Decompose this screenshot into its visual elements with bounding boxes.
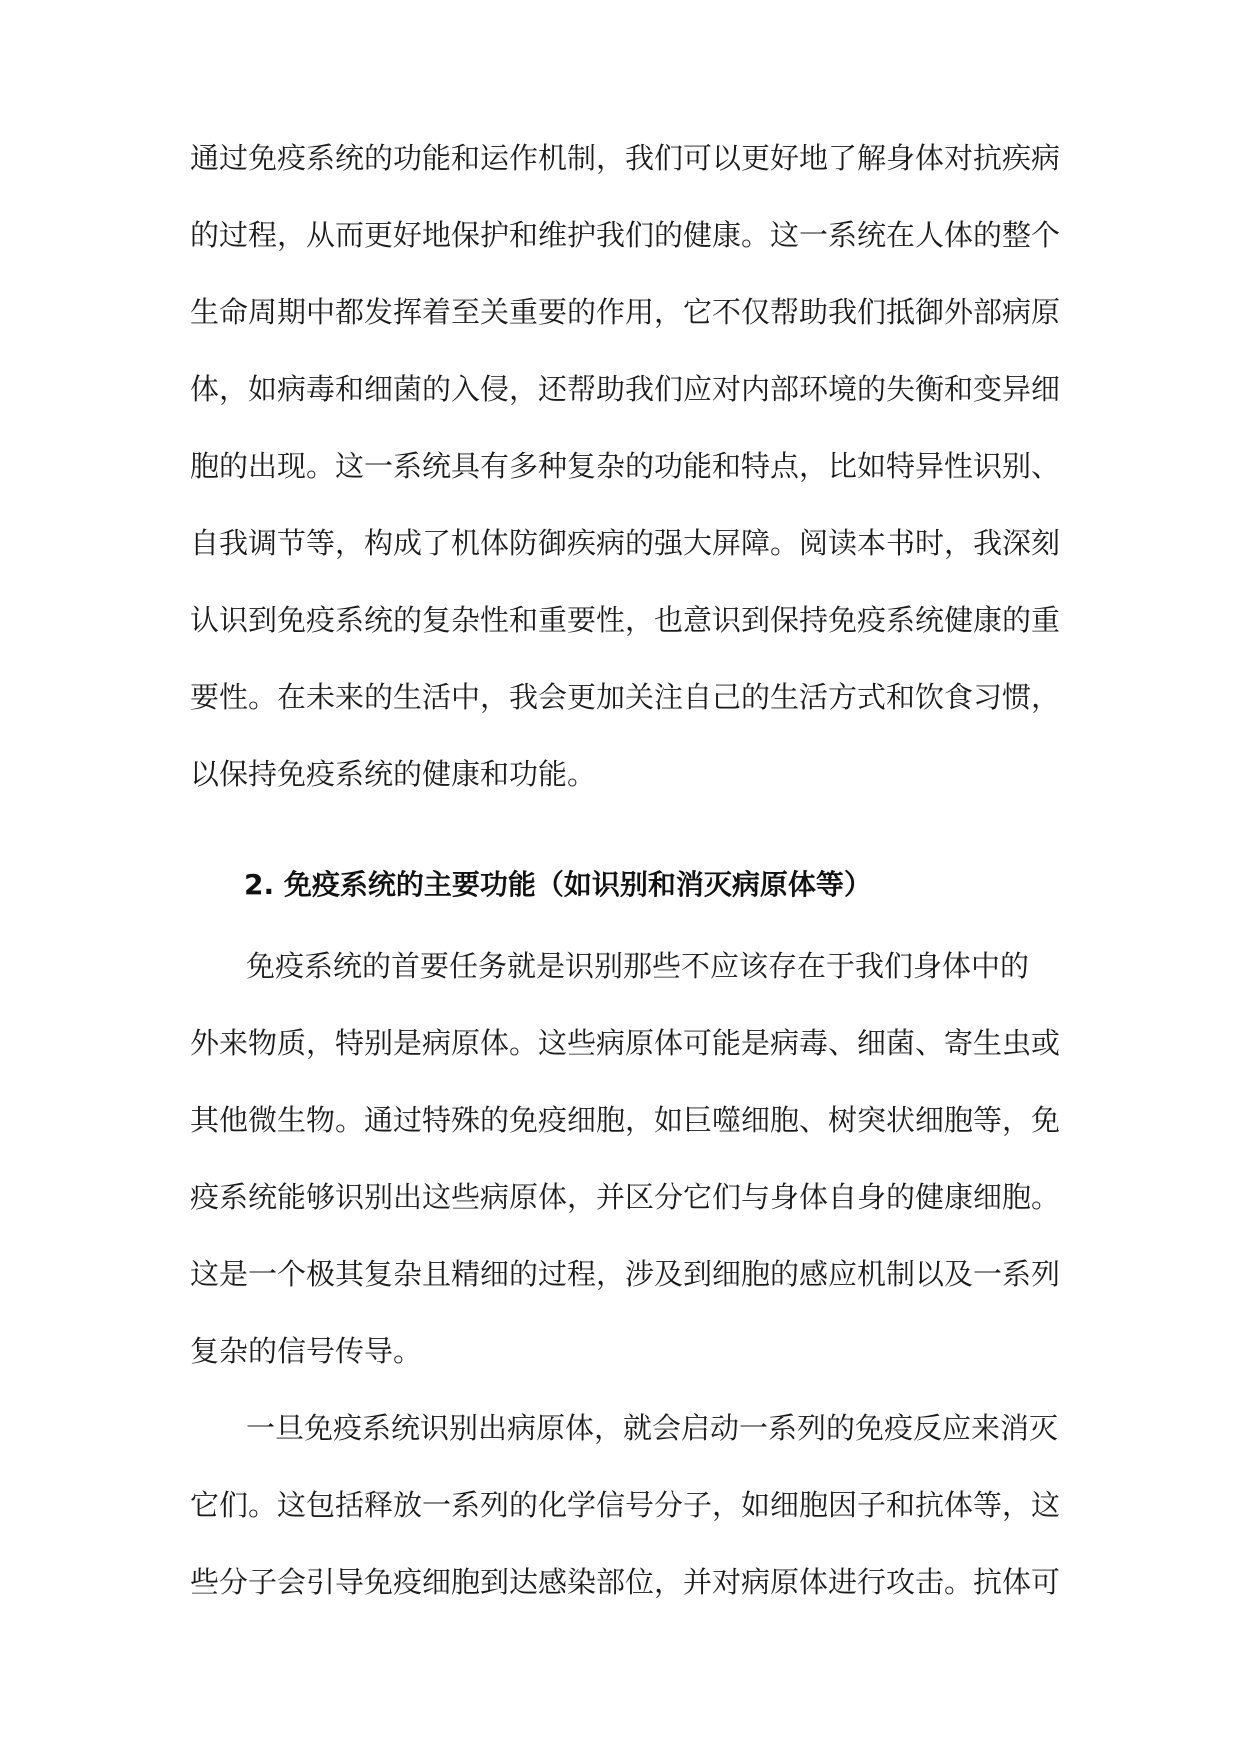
paragraph-1-line-3: 生命周期中都发挥着至关重要的作用，它不仅帮助我们抵御外部病原 (190, 295, 1061, 329)
paragraph-1-line-4: 体，如病毒和细菌的入侵，还帮助我们应对内部环境的失衡和变异细 (190, 372, 1061, 406)
section-heading: 2. 免疫系统的主要功能（如识别和消灭病原体等） (244, 868, 872, 901)
paragraph-1-line-8: 要性。在未来的生活中，我会更加关注自己的生活方式和饮食习惯， (190, 680, 1061, 714)
paragraph-1-line-7: 认识到免疫系统的复杂性和重要性，也意识到保持免疫系统健康的重 (190, 603, 1061, 637)
paragraph-2-line-3: 其他微生物。通过特殊的免疫细胞，如巨噬细胞、树突状细胞等，免 (190, 1103, 1061, 1137)
paragraph-2-line-4: 疫系统能够识别出这些病原体，并区分它们与身体自身的健康细胞。 (190, 1180, 1061, 1214)
paragraph-1-line-2: 的过程，从而更好地保护和维护我们的健康。这一系统在人体的整个 (190, 218, 1061, 252)
paragraph-1-line-5: 胞的出现。这一系统具有多种复杂的功能和特点，比如特异性识别、 (190, 449, 1061, 483)
paragraph-3-line-2: 它们。这包括释放一系列的化学信号分子，如细胞因子和抗体等，这 (190, 1488, 1061, 1522)
paragraph-2-line-5: 这是一个极其复杂且精细的过程，涉及到细胞的感应机制以及一系列 (190, 1257, 1061, 1291)
paragraph-2-line-6: 复杂的信号传导。 (190, 1334, 423, 1368)
paragraph-1-line-9: 以保持免疫系统的健康和功能。 (190, 757, 597, 791)
paragraph-1-line-1: 通过免疫系统的功能和运作机制，我们可以更好地了解身体对抗疾病 (190, 141, 1061, 175)
paragraph-2-line-2: 外来物质，特别是病原体。这些病原体可能是病毒、细菌、寄生虫或 (190, 1026, 1061, 1060)
paragraph-1-line-6: 自我调节等，构成了机体防御疾病的强大屏障。阅读本书时，我深刻 (190, 526, 1061, 560)
paragraph-3-line-3: 些分子会引导免疫细胞到达感染部位，并对病原体进行攻击。抗体可 (190, 1565, 1061, 1599)
paragraph-3-line-1: 一旦免疫系统识别出病原体，就会启动一系列的免疫反应来消灭 (246, 1411, 1059, 1445)
paragraph-2-line-1: 免疫系统的首要任务就是识别那些不应该存在于我们身体中的 (246, 949, 1030, 983)
